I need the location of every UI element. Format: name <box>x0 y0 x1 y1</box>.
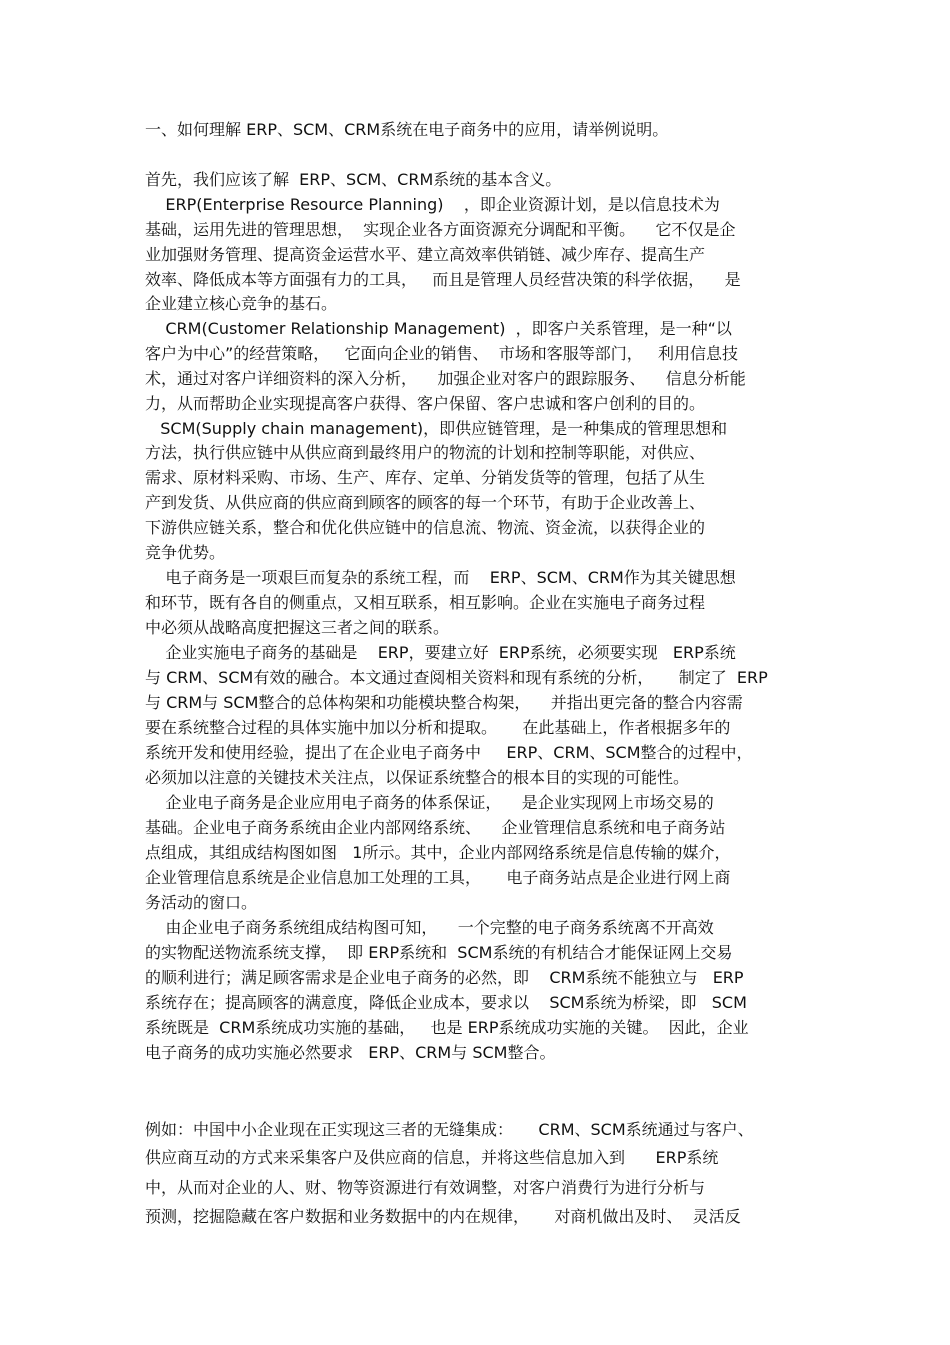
text-line: 客户为中心”的经营策略， 它面向企业的销售、 市场和客服等部门， 利用信息技 <box>145 344 738 363</box>
example-line: 中，从而对企业的人、财、物等资源进行有效调整，对客户消费行为进行分析与 <box>145 1178 706 1197</box>
text-line: 需求、原材料采购、市场、生产、库存、定单、分销发货等的管理，包括了从生 <box>145 468 706 487</box>
text-line: 中必须从战略高度把握这三者之间的联系。 <box>145 618 450 637</box>
text-line: SCM(Supply chain management)，即供应链管理，是一种集成的管理思想和 <box>145 419 728 438</box>
text-line: 和环节，既有各自的侧重点，又相互联系，相互影响。企业在实施电子商务过程 <box>145 593 706 612</box>
text-line: 效率、降低成本等方面强有力的工具， 而且是管理人员经营决策的科学依据， 是 <box>145 270 741 289</box>
text-line: 产到发货、从供应商的供应商到顾客的顾客的每一个环节，有助于企业改善上、 <box>145 493 706 512</box>
text-line: 与 CRM、SCM有效的融合。本文通过查阅相关资料和现有系统的分析， 制定了 ERP <box>145 668 768 687</box>
text-line: 业加强财务管理、提高资金运营水平、建立高效率供销链、减少库存、提高生产 <box>145 245 706 264</box>
text-line: 务活动的窗口。 <box>145 893 258 912</box>
text-line: 由企业电子商务系统组成结构图可知， 一个完整的电子商务系统离不开高效 <box>145 918 714 937</box>
text-line: 企业电子商务是企业应用电子商务的体系保证， 是企业实现网上市场交易的 <box>145 793 714 812</box>
text-line: ERP(Enterprise Resource Planning) ，即企业资源计划，是以信息技术为 <box>145 195 720 214</box>
text-line: 力，从而帮助企业实现提高客户获得、客户保留、客户忠诚和客户创利的目的。 <box>145 394 706 413</box>
text-line: 基础。企业电子商务系统由企业内部网络系统、 企业管理信息系统和电子商务站 <box>145 818 726 837</box>
text-line: 与 CRM与 SCM整合的总体构架和功能模块整合构架， 并指出更完备的整合内容需 <box>145 693 743 712</box>
example-line: 供应商互动的方式来采集客户及供应商的信息，并将这些信息加入到 ERP系统 <box>145 1148 719 1167</box>
text-line: 企业管理信息系统是企业信息加工处理的工具， 电子商务站点是企业进行网上商 <box>145 868 731 887</box>
text-line: 企业建立核心竞争的基石。 <box>145 294 338 313</box>
text-line: 首先，我们应该了解 ERP、SCM、CRM系统的基本含义。 <box>145 170 562 189</box>
text-line: 电子商务的成功实施必然要求 ERP、CRM与 SCM整合。 <box>145 1043 556 1062</box>
text-line: 系统既是 CRM系统成功实施的基础， 也是 ERP系统成功实施的关键。 因此，企业 <box>145 1018 749 1037</box>
text-line: 的顺利进行；满足顾客需求是企业电子商务的必然，即 CRM系统不能独立与 ERP <box>145 968 744 987</box>
text-line: CRM(Customer Relationship Management) ，即客户关系管理，是一种“以 <box>145 319 732 338</box>
text-line: 基础，运用先进的管理思想， 实现企业各方面资源充分调配和平衡。 它不仅是企 <box>145 220 736 239</box>
text-line: 术，通过对客户详细资料的深入分析， 加强企业对客户的跟踪服务、 信息分析能 <box>145 369 746 388</box>
text-line: 要在系统整合过程的具体实施中加以分析和提取。 在此基础上，作者根据多年的 <box>145 718 731 737</box>
text-line: 企业实施电子商务的基础是 ERP，要建立好 ERP系统，必须要实现 ERP系统 <box>145 643 736 662</box>
text-line: 系统开发和使用经验，提出了在企业电子商务中 ERP、CRM、SCM整合的过程中， <box>145 743 753 762</box>
text-line: 方法，执行供应链中从供应商到最终用户的物流的计划和控制等职能，对供应、 <box>145 443 706 462</box>
example-line: 预测，挖掘隐藏在客户数据和业务数据中的内在规律， 对商机做出及时、 灵活反 <box>145 1207 741 1226</box>
question-heading: 一、如何理解 ERP、SCM、CRM系统在电子商务中的应用，请举例说明。 <box>145 120 669 139</box>
text-line: 系统存在；提高顾客的满意度，降低企业成本，要求以 SCM系统为桥梁，即 SCM <box>145 993 747 1012</box>
text-line: 必须加以注意的关键技术关注点，以保证系统整合的根本目的实现的可能性。 <box>145 768 690 787</box>
text-line: 竞争优势。 <box>145 543 226 562</box>
text-line: 下游供应链关系，整合和优化供应链中的信息流、物流、资金流，以获得企业的 <box>145 518 706 537</box>
text-line: 点组成，其组成结构图如图 1所示。其中，企业内部网络系统是信息传输的媒介， <box>145 843 731 862</box>
example-line: 例如：中国中小企业现在正实现这三者的无缝集成： CRM、SCM系统通过与客户、 <box>145 1120 754 1139</box>
text-line: 的实物配送物流系统支撑， 即 ERP系统和 SCM系统的有机结合才能保证网上交易 <box>145 943 733 962</box>
text-line: 电子商务是一项艰巨而复杂的系统工程，而 ERP、SCM、CRM作为其关键思想 <box>145 568 736 587</box>
